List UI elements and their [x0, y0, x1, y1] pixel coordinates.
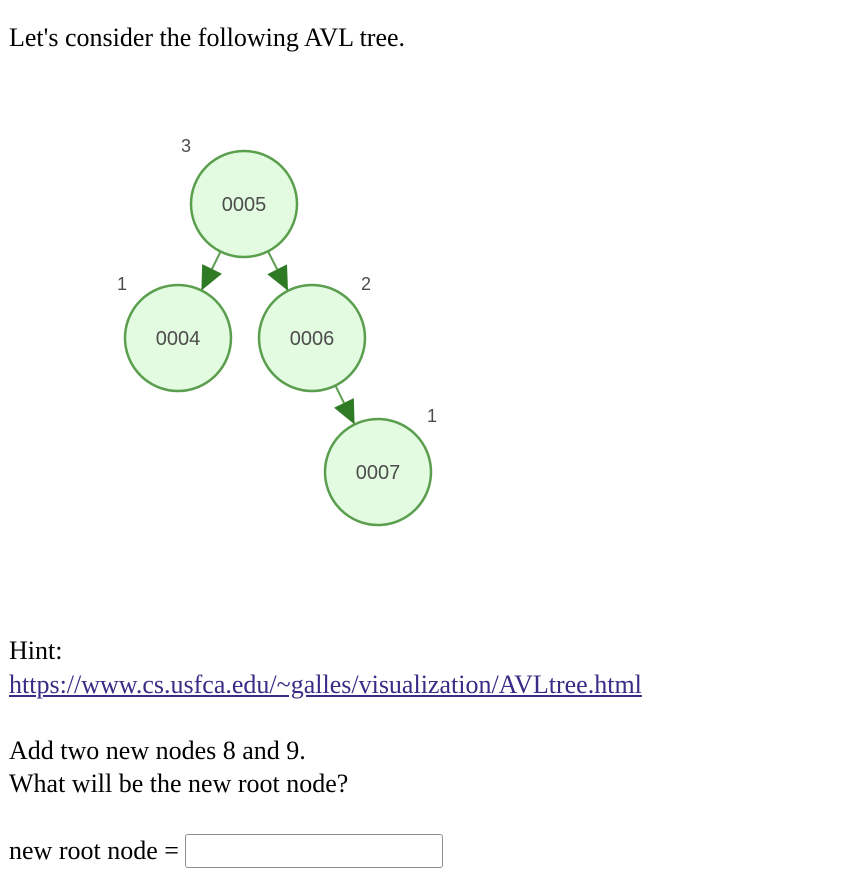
- question-block: [9, 734, 348, 800]
- tree-node-height-label: 2: [360, 274, 372, 294]
- tree-node-label: 0006: [289, 328, 335, 350]
- tree-node-height-label: 1: [116, 274, 128, 294]
- tree-node-0005: [181, 136, 297, 257]
- tree-node-height-label: 1: [426, 406, 438, 426]
- new-root-node-input[interactable]: [185, 834, 443, 868]
- tree-node-label: 0004: [155, 328, 201, 350]
- hint-link[interactable]: https://www.cs.usfca.edu/~galles/visualization/AVLtree.html: [9, 670, 642, 699]
- avl-tree-svg: [100, 130, 460, 550]
- avl-tree-diagram: [100, 130, 460, 550]
- tree-node-label: 0005: [221, 194, 267, 216]
- answer-label: new root node =: [9, 836, 179, 865]
- answer-row: [9, 832, 443, 870]
- tree-node-0006: [259, 274, 371, 391]
- hint-block: [9, 634, 642, 702]
- intro-text: Let's consider the following AVL tree.: [9, 23, 406, 52]
- tree-nodes: [117, 136, 437, 525]
- tree-node-label: 0007: [355, 462, 401, 484]
- question-line-2: What will be the new root node?: [9, 769, 349, 798]
- tree-node-height-label: 3: [180, 136, 192, 156]
- question-line-1: Add two new nodes 8 and 9.: [9, 736, 306, 765]
- tree-node-0004: [117, 274, 231, 391]
- hint-label: Hint:: [9, 636, 63, 665]
- tree-node-0007: [325, 406, 437, 525]
